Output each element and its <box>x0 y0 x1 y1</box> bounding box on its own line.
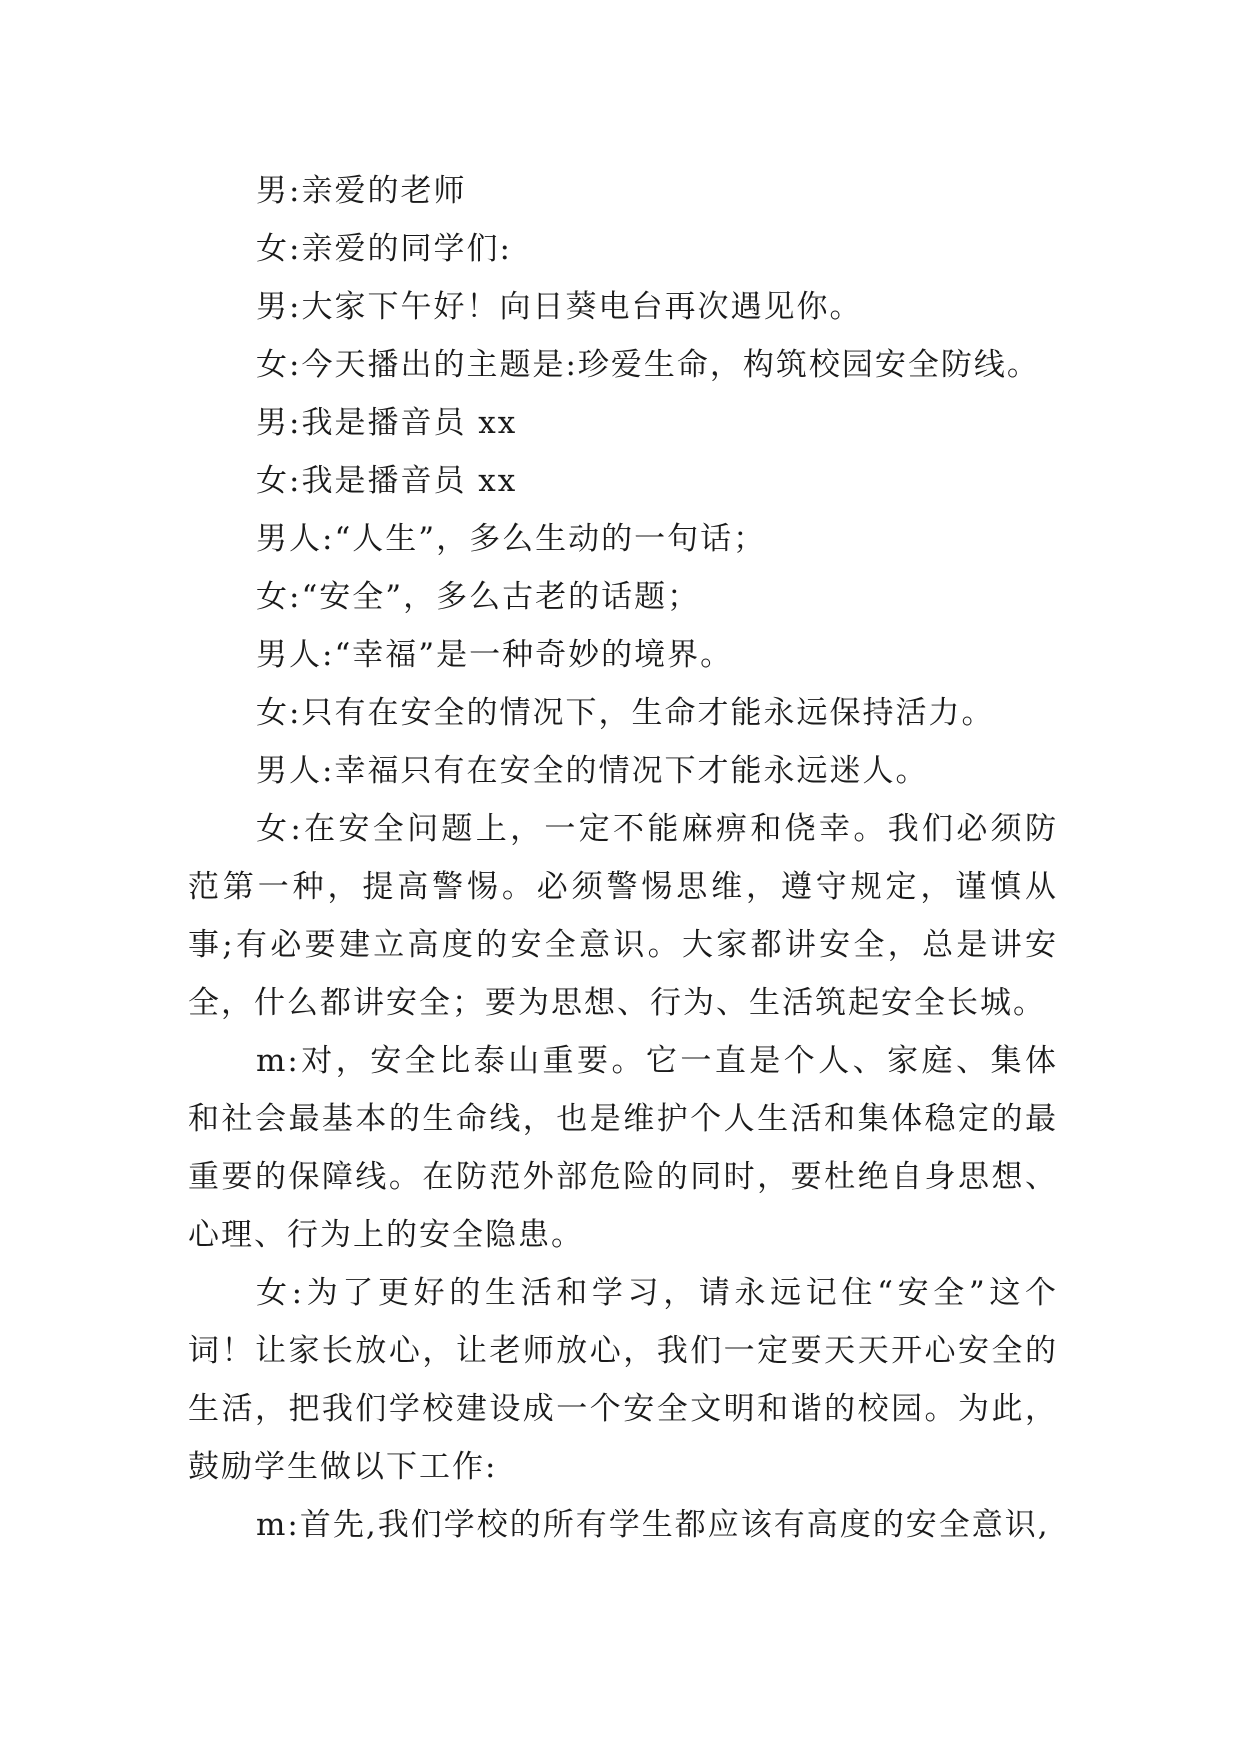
dialogue-line: 女:“安全”，多么古老的话题； <box>256 579 701 615</box>
dialogue-paragraph: m:对，安全比泰山重要。它一直是个人、家庭、集体和社会最基本的生命线，也是维护个人生活和集体稳定的最重要的保障线。在防范外部危险的同时，要杜绝自身思想、心理、行为上的安全隐患。 <box>188 1043 1058 1253</box>
dialogue-line: 女:今天播出的主题是:珍爱生命，构筑校园安全防线。 <box>256 347 1040 383</box>
dialogue-line: 男人:幸福只有在安全的情况下才能永远迷人。 <box>256 753 929 789</box>
dialogue-line: 男人:“人生”，多么生动的一句话； <box>256 521 767 557</box>
dialogue-line: 女:只有在安全的情况下，生命才能永远保持活力。 <box>256 695 995 731</box>
dialogue-paragraph: 女:在安全问题上，一定不能麻痹和侥幸。我们必须防范第一种，提高警惕。必须警惕思维，遵守规定，谨慎从事;有必要建立高度的安全意识。大家都讲安全，总是讲安全，什么都讲安全；要为思想、行为、生活筑起安全长城。 <box>188 811 1058 1021</box>
dialogue-line: 男:亲爱的老师 <box>256 173 467 209</box>
dialogue-paragraph: 女:为了更好的生活和学习，请永远记住“安全”这个词！让家长放心，让老师放心，我们一定要天天开心安全的生活，把我们学校建设成一个安全文明和谐的校园。为此，鼓励学生做以下工作: <box>188 1275 1058 1485</box>
dialogue-line: 男人:“幸福”是一种奇妙的境界。 <box>256 637 734 673</box>
dialogue-paragraph: m:首先,我们学校的所有学生都应该有高度的安全意识, <box>256 1507 1050 1543</box>
document-page <box>188 162 1058 1554</box>
dialogue-line: 女:我是播音员 xx <box>256 463 518 499</box>
dialogue-line: 男:大家下午好！向日葵电台再次遇见你。 <box>256 289 863 325</box>
dialogue-line: 女:亲爱的同学们: <box>256 231 512 267</box>
dialogue-line: 男:我是播音员 xx <box>256 405 518 441</box>
